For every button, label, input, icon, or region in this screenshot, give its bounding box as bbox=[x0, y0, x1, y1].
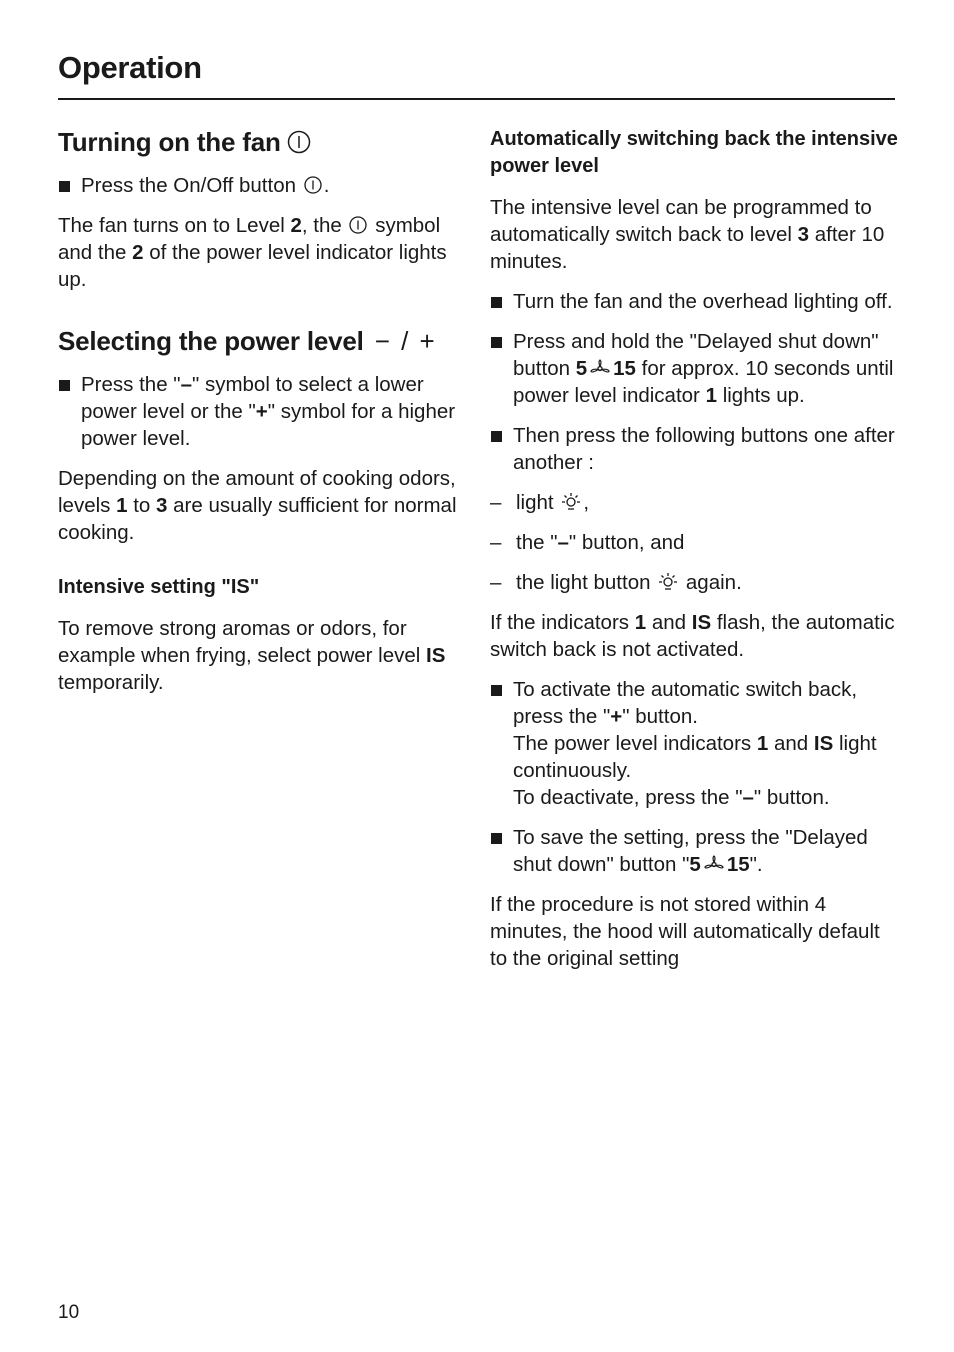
bullet-square bbox=[59, 380, 70, 391]
dash-minus-button: – the "–" button, and bbox=[490, 531, 685, 554]
fan-on-paragraph: The fan turns on to Level 2, the symbol and the 2 of the power level indicator lights up. bbox=[58, 214, 447, 291]
page-title: Operation bbox=[58, 50, 202, 85]
dash-light: – light , bbox=[490, 491, 590, 514]
light-icon bbox=[658, 572, 678, 592]
power-icon bbox=[287, 130, 311, 154]
bullet-square bbox=[491, 833, 502, 844]
fan-icon bbox=[703, 855, 725, 873]
auto-switch-heading: Automatically switching back the intensive power level bbox=[490, 128, 898, 177]
power-level-heading: Selecting the power level − / + bbox=[58, 326, 437, 356]
bullet-square bbox=[491, 431, 502, 442]
final-paragraph: If the procedure is not stored within 4 minutes, the hood will automatically default to the original setting bbox=[490, 893, 880, 970]
bullet-square bbox=[491, 685, 502, 696]
auto-switch-intro: The intensive level can be programmed to automatically switch back to level 3 after 10 minutes. bbox=[490, 196, 885, 273]
flash-paragraph: If the indicators 1 and IS flash, the automatic switch back is not activated. bbox=[490, 611, 895, 661]
page-number: 10 bbox=[58, 1302, 80, 1323]
right-column bbox=[490, 126, 900, 985]
minus-plus-symbol: − / + bbox=[374, 326, 437, 356]
intensive-heading: Intensive setting "IS" bbox=[58, 576, 260, 598]
intensive-paragraph: To remove strong aromas or odors, for example when frying, select power level IS temporarily. bbox=[58, 617, 446, 694]
bullet-square bbox=[59, 181, 70, 192]
title-rule bbox=[58, 98, 895, 100]
left-column bbox=[58, 126, 468, 709]
bullet-press-onoff: Press the On/Off button . bbox=[58, 172, 468, 199]
bullet-then-press: Then press the following buttons one after another : bbox=[490, 422, 900, 476]
bullet-select-level: Press the "–" symbol to select a lower power level or the "+" symbol for a higher power level. bbox=[58, 371, 468, 452]
bullet-save: To save the setting, press the "Delayed shut down" button "5 15". bbox=[490, 824, 900, 878]
dash-light-again: – the light button again. bbox=[490, 571, 742, 594]
power-icon bbox=[349, 216, 367, 234]
light-icon bbox=[561, 492, 581, 512]
levels-paragraph: Depending on the amount of cooking odors, levels 1 to 3 are usually sufficient for normal cooking. bbox=[58, 467, 457, 544]
turning-on-heading: Turning on the fan bbox=[58, 126, 468, 158]
bullet-activate: To activate the automatic switch back, press the "+" button. The power level indicators 1 and IS light continuously. To deactivate, press the "–" button. bbox=[490, 676, 900, 811]
bullet-turn-off: Turn the fan and the overhead lighting off. bbox=[490, 288, 900, 315]
bullet-square bbox=[491, 297, 502, 308]
power-icon bbox=[304, 176, 322, 194]
bullet-square bbox=[491, 337, 502, 348]
fan-icon bbox=[589, 359, 611, 377]
bullet-press-hold: Press and hold the "Delayed shut down" button 5 15 for approx. 10 seconds until power level indicator 1 lights up. bbox=[490, 328, 900, 409]
